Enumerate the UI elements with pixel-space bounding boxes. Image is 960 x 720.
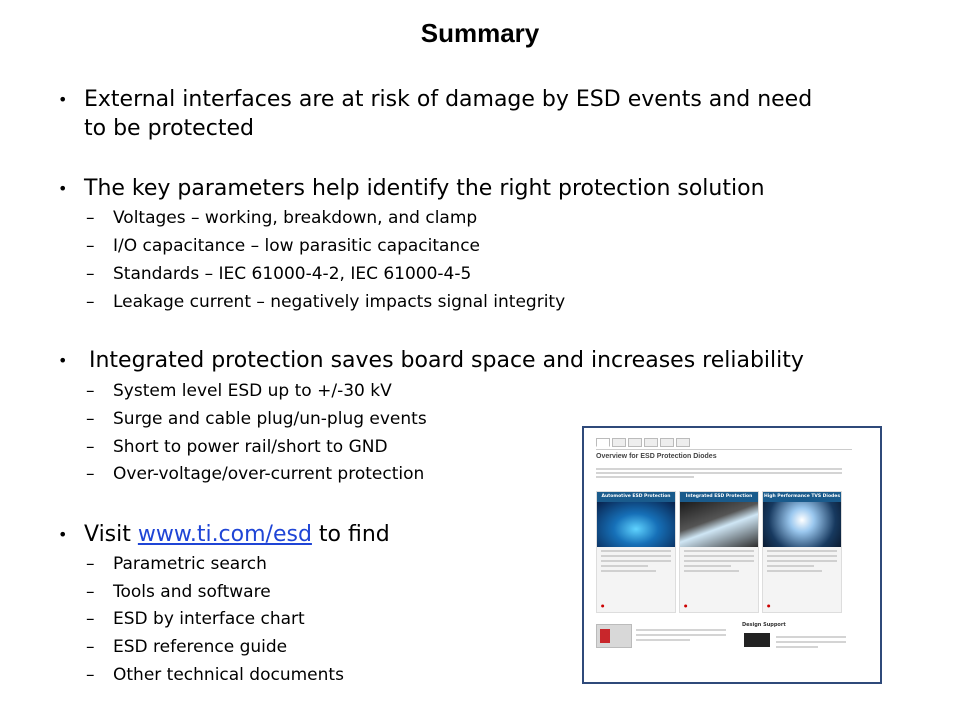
esd-interface-doc-icon — [596, 624, 632, 648]
thumbnail-tab — [596, 438, 610, 447]
visit-prefix: Visit — [84, 522, 138, 547]
bullet-dot: • — [58, 525, 68, 544]
thumbnail-support-lines — [776, 633, 846, 651]
bullet-dot: • — [58, 90, 68, 109]
thumbnail-intro-lines — [596, 466, 842, 480]
thumbnail-divider — [596, 449, 852, 450]
ti-website-screenshot — [582, 426, 882, 684]
ti-esd-link[interactable]: www.ti.com/esd — [137, 522, 312, 547]
bullet-dot: • — [58, 179, 68, 198]
thumbnail-tab — [676, 438, 690, 447]
column-header: High Performance TVS Diodes — [763, 492, 841, 502]
car-image — [597, 502, 675, 547]
thumbnail-tab — [628, 438, 642, 447]
bullet-text-line2: to be protected — [84, 116, 254, 141]
thumbnail-column-tvs — [762, 491, 842, 613]
thumbnail-heading: Overview for ESD Protection Diodes — [596, 453, 717, 460]
bullet-text: The key parameters help identify the right protection solution — [84, 176, 765, 201]
column-header: Automotive ESD Protection — [597, 492, 675, 502]
view-products-link: ● — [601, 603, 605, 608]
thumbnail-column-automotive — [596, 491, 676, 613]
tablet-image — [680, 502, 758, 547]
slide-title: Summary — [420, 18, 540, 48]
ti-community-logo — [744, 633, 770, 647]
thumbnail-doc-lines — [636, 626, 726, 644]
thumbnail-tab — [644, 438, 658, 447]
visit-suffix: to find — [311, 522, 390, 547]
design-support-heading: Design Support — [742, 622, 786, 628]
view-products-link: ● — [767, 603, 771, 608]
thumbnail-tab — [612, 438, 626, 447]
bullet-text: Integrated protection saves board space and increases reliability — [89, 348, 804, 373]
thumbnail-tab — [660, 438, 674, 447]
column-header: Integrated ESD Protection — [680, 492, 758, 502]
thumbnail-column-integrated — [679, 491, 759, 613]
bullet-dot: • — [58, 351, 68, 370]
bullet-text-line1: External interfaces are at risk of damage by ESD events and need — [84, 87, 813, 112]
connector-image — [763, 502, 841, 547]
view-products-link: ● — [684, 603, 688, 608]
